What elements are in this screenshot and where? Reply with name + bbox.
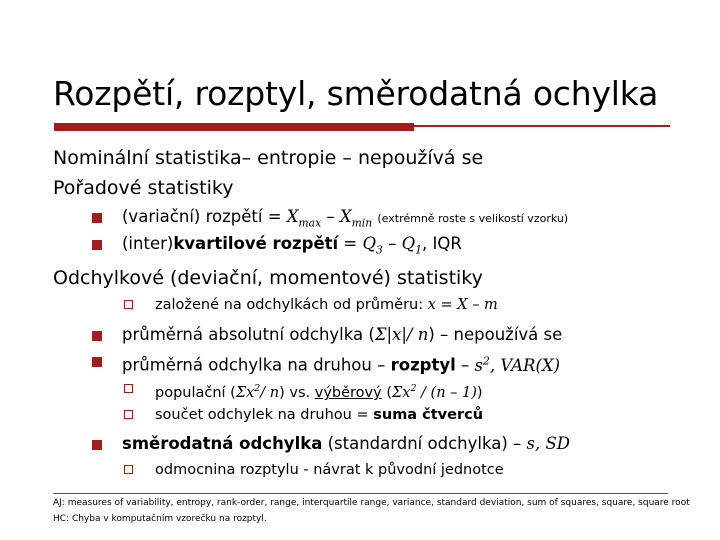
footer-aj: AJ: measures of variability, entropy, rank-order, range, interquartile range, variance, standard deviation, sum of squares, square, square root [53,498,690,508]
range-line: (variační) rozpětí = $X_{max} - X_{min}$ (extrémně roste s velikostí vzorku) [122,207,569,230]
title-underline-thick [54,123,414,131]
range-xmax: $X_{max}$ [286,207,322,230]
bullet-square-icon [92,240,102,250]
based-line: založené na odchylkách od průměru: x = X – m [155,297,498,313]
bullet-square-icon [92,213,102,223]
sd-line: směrodatná odchylka (standardní odchylka) – s, SD [122,434,570,453]
bullet-open-square-icon [124,465,133,474]
ordinal-heading: Pořadové statistiky [53,177,234,199]
sample-label: výběrový [314,384,382,401]
bullet-square-icon [92,331,102,341]
mad-formula: Σ|x|/ n [374,325,429,344]
slide-title: Rozpětí, rozptyl, směrodatná ochylka [53,74,659,113]
bullet-open-square-icon [124,300,133,309]
based-formula: x = X – m [427,297,498,313]
variance-line: průměrná odchylka na druhou – rozptyl – $s^2$, VAR(X) [122,354,561,375]
footer-hc: HC: Chyba v komputačním vzorečku na rozptyl. [53,514,267,524]
mad-line: průměrná absolutní odchylka (Σ|x|/ n) – nepoužívá se [122,325,563,344]
footer-divider [53,493,668,494]
bullet-square-icon [92,440,102,450]
iqr-bold: kvartilové rozpětí [173,234,339,253]
nominal-text: Nominální statistika– entropie – nepoužívá se [53,147,484,169]
bullet-square-icon [92,357,102,367]
bullet-open-square-icon [124,384,133,393]
bullet-open-square-icon [124,410,133,419]
nominal-line [53,146,483,170]
title-underline-thin [414,125,670,127]
range-note: (extrémně roste s velikostí vzorku) [377,212,569,225]
sum-squares-line: součet odchylek na druhou = suma čtverců [155,407,484,423]
variance-bold: rozptyl [390,355,456,375]
pop-formula: $\Sigma x^2/$ n [235,383,280,401]
range-prefix: (variační) rozpětí = [122,207,287,226]
deviation-heading: Odchylkové (deviační, momentové) statistiky [53,267,483,289]
sd-formula: s, SD [526,434,570,453]
iqr-q3: $Q_3$ [362,234,383,257]
iqr-q1: $Q_1$ [401,234,422,257]
variance-formula: $s^2$, VAR(X) [474,354,561,375]
range-xmin: $X_{min}$ [339,207,373,230]
root-line: odmocnina rozptylu - návrat k původní jednotce [155,462,504,478]
sample-formula: $\Sigma x^2 / (n - 1)$ [392,383,477,401]
sd-bold: směrodatná odchylka [122,434,323,453]
pop-sample-line: populační ($\Sigma x^2/$ n) vs. výběrový $(\Sigma x^2 / (n - 1))$ [155,383,483,401]
sum-squares-bold: suma čtverců [373,407,484,423]
iqr-line: (inter)kvartilové rozpětí = $Q_3 - Q_1$, IQR [122,234,462,257]
